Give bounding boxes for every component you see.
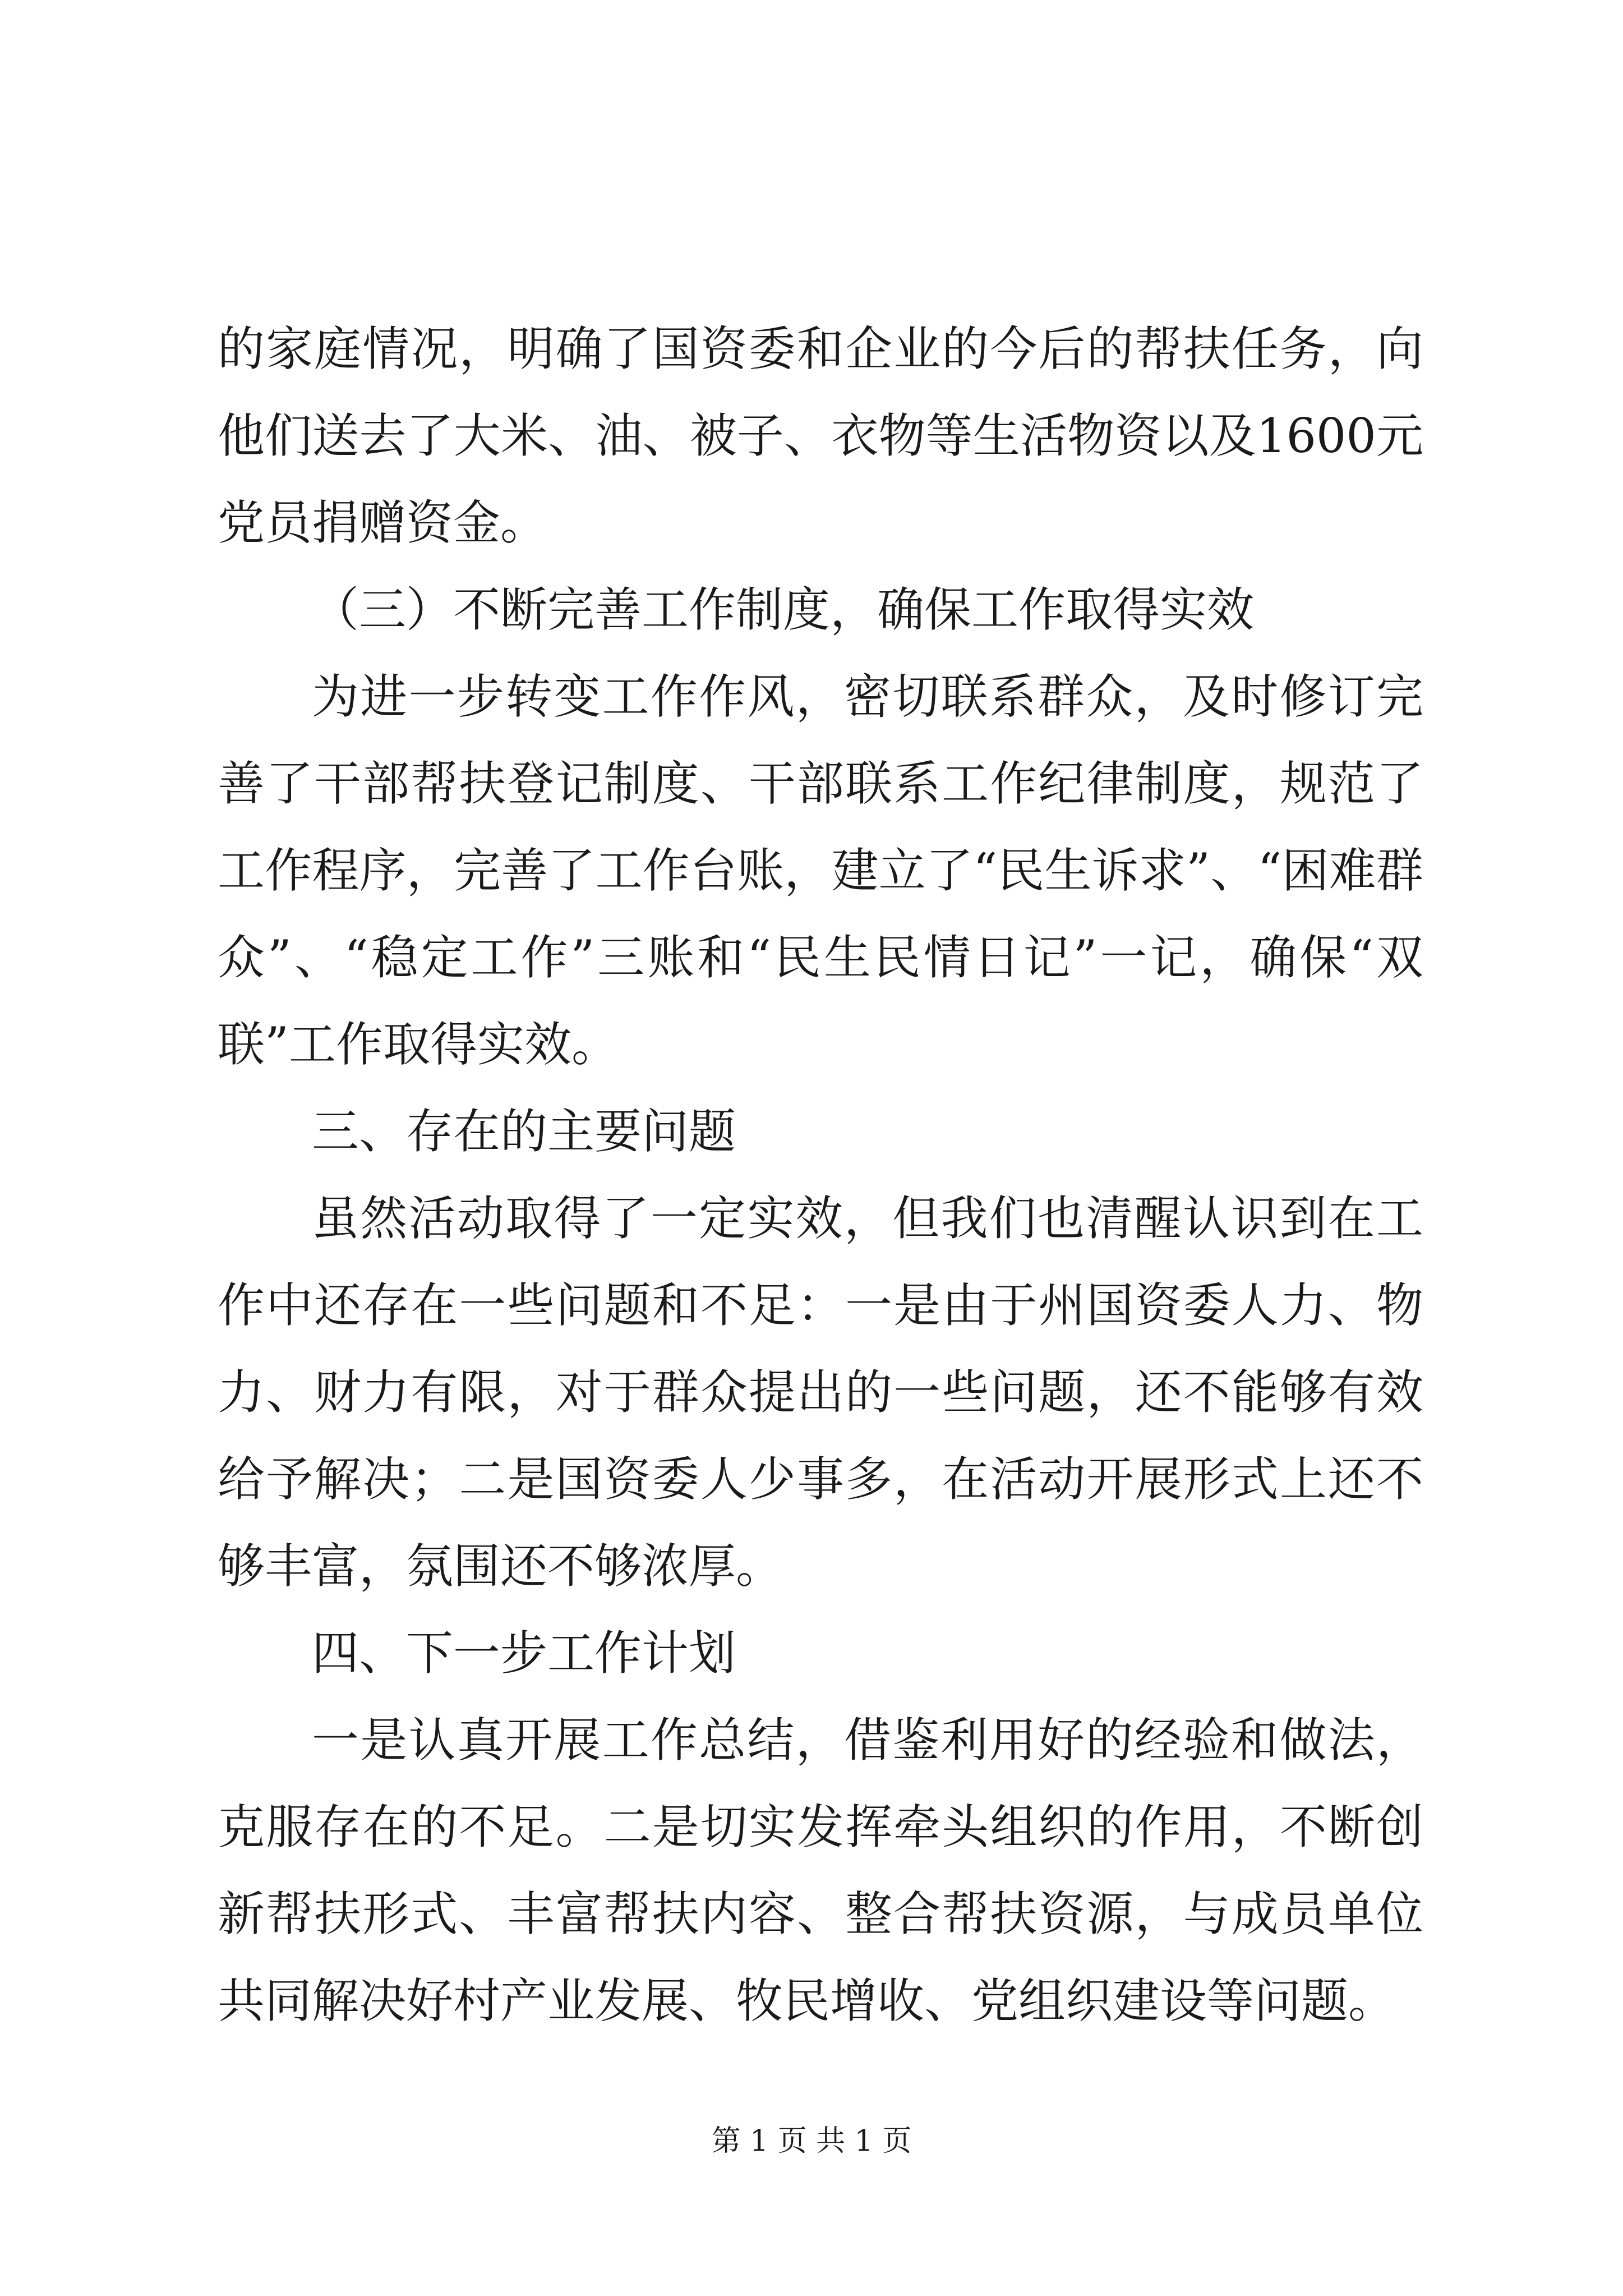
section-heading-problems: 三、存在的主要问题 [312, 1104, 736, 1159]
section-heading-next-plan: 四、下一步工作计划 [312, 1626, 736, 1681]
paragraph-continuation: 的家庭情况，明确了国资委和企业的今后的帮扶任务，向他们送去了大米、油、被子、衣物等生活物资以及1600元党员捐赠资金。 [218, 321, 1423, 550]
paragraph-next-plan: 一是认真开展工作总结，借鉴利用好的经验和做法，克服存在的不足。二是切实发挥牵头组织的作用，不断创新帮扶形式、丰富帮扶内容、整合帮扶资源，与成员单位共同解决好村产业发展、牧民增收、党组织建设等问题。 [218, 1713, 1423, 2028]
page-footer: 第 1 页 共 1 页 [711, 2124, 912, 2158]
section-heading-work-system: （三）不断完善工作制度，确保工作取得实效 [312, 582, 1255, 637]
paragraph-work-system: 为进一步转变工作作风，密切联系群众，及时修订完善了干部帮扶登记制度、干部联系工作纪律制度，规范了工作程序，完善了工作台账，建立了“民生诉求”、“困难群众”、“稳定工作”三账和“民生民情日记”一记，确保“双联”工作取得实效。 [218, 669, 1423, 1072]
document-body [218, 306, 1423, 2045]
paragraph-problems: 虽然活动取得了一定实效，但我们也清醒认识到在工作中还存在一些问题和不足：一是由于州国资委人力、物力、财力有限，对于群众提出的一些问题，还不能够有效给予解决；二是国资委人少事多，在活动开展形式上还不够丰富，氛围还不够浓厚。 [218, 1191, 1423, 1594]
